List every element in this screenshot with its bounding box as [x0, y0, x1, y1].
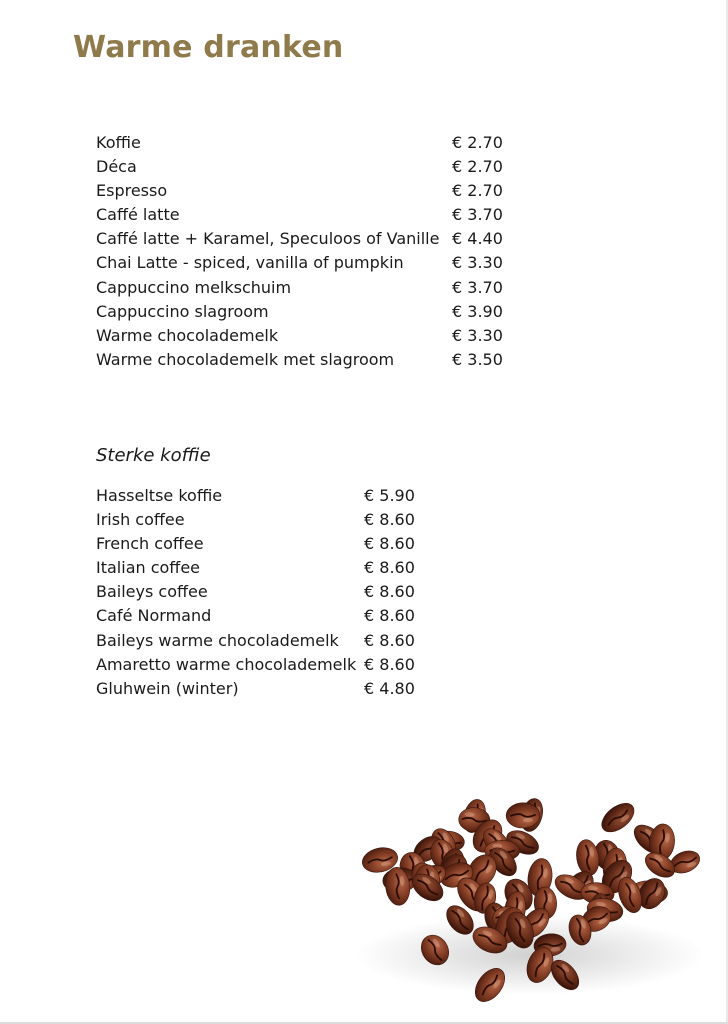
menu-item-price: € 8.60 [364, 606, 415, 626]
menu-item-name: Irish coffee [96, 510, 185, 530]
menu-item-price: € 3.30 [452, 253, 503, 273]
menu-item [96, 508, 415, 532]
menu-item [96, 556, 415, 580]
menu-item [96, 300, 503, 324]
hot-drinks-list [96, 131, 503, 372]
menu-item-price: € 3.50 [452, 349, 503, 369]
menu-item-price: € 3.30 [452, 325, 503, 345]
menu-item [96, 324, 503, 348]
menu-item [96, 580, 415, 604]
menu-item-name: Café Normand [96, 606, 212, 626]
menu-item-price: € 3.90 [452, 301, 503, 321]
page-title: Warme dranken [73, 30, 344, 65]
menu-item-name: Gluhwein (winter) [96, 678, 239, 698]
menu-item [96, 155, 503, 179]
menu-item-price: € 2.70 [452, 133, 503, 152]
menu-item [96, 131, 503, 155]
menu-item-price: € 8.60 [364, 510, 415, 530]
menu-item-price: € 5.90 [364, 486, 415, 505]
menu-item [96, 484, 415, 508]
section-title-strong-coffee: Sterke koffie [96, 445, 211, 466]
menu-item-name: Espresso [96, 181, 168, 201]
menu-item-price: € 4.80 [364, 678, 415, 698]
menu-item-name: Baileys coffee [96, 582, 208, 602]
menu-item [96, 604, 415, 628]
menu-item [96, 677, 415, 701]
menu-item-name: Déca [96, 157, 137, 177]
menu-item-price: € 4.40 [452, 229, 503, 249]
menu-item-name: Amaretto warme chocolademelk [96, 654, 357, 674]
menu-item-price: € 3.70 [452, 205, 503, 225]
menu-item-price: € 2.70 [452, 157, 503, 177]
menu-item-price: € 8.60 [364, 558, 415, 578]
menu-item-name: Italian coffee [96, 558, 201, 578]
menu-item-name: Cappuccino slagroom [96, 301, 269, 321]
menu-item-name: Hasseltse koffie [96, 486, 223, 505]
menu-item [96, 251, 503, 275]
menu-item-name: Cappuccino melkschuim [96, 277, 292, 297]
menu-item-name: Baileys warme chocolademelk [96, 630, 339, 650]
menu-item [96, 276, 503, 300]
menu-item-name: Warme chocolademelk met slagroom [96, 349, 395, 369]
menu-item [96, 348, 503, 372]
menu-item-price: € 8.60 [364, 630, 415, 650]
menu-item-name: French coffee [96, 534, 204, 554]
menu-item [96, 227, 503, 251]
menu-item-name: Koffie [96, 133, 141, 152]
menu-item-price: € 8.60 [364, 654, 415, 674]
menu-item-price: € 2.70 [452, 181, 503, 201]
menu-item [96, 629, 415, 653]
menu-item-price: € 8.60 [364, 582, 415, 602]
menu-item-name: Caffé latte + Karamel, Speculoos of Vanille [96, 229, 440, 249]
coffee-beans-illustration [340, 770, 710, 1010]
menu-item-price: € 3.70 [452, 277, 503, 297]
strong-coffee-list [96, 484, 415, 701]
menu-item-price: € 8.60 [364, 534, 415, 554]
menu-item-name: Chai Latte - spiced, vanilla of pumpkin [96, 253, 404, 273]
menu-item-name: Warme chocolademelk [96, 325, 279, 345]
menu-item [96, 179, 503, 203]
menu-item-name: Caffé latte [96, 205, 180, 225]
menu-item [96, 653, 415, 677]
menu-item [96, 532, 415, 556]
menu-item [96, 203, 503, 227]
